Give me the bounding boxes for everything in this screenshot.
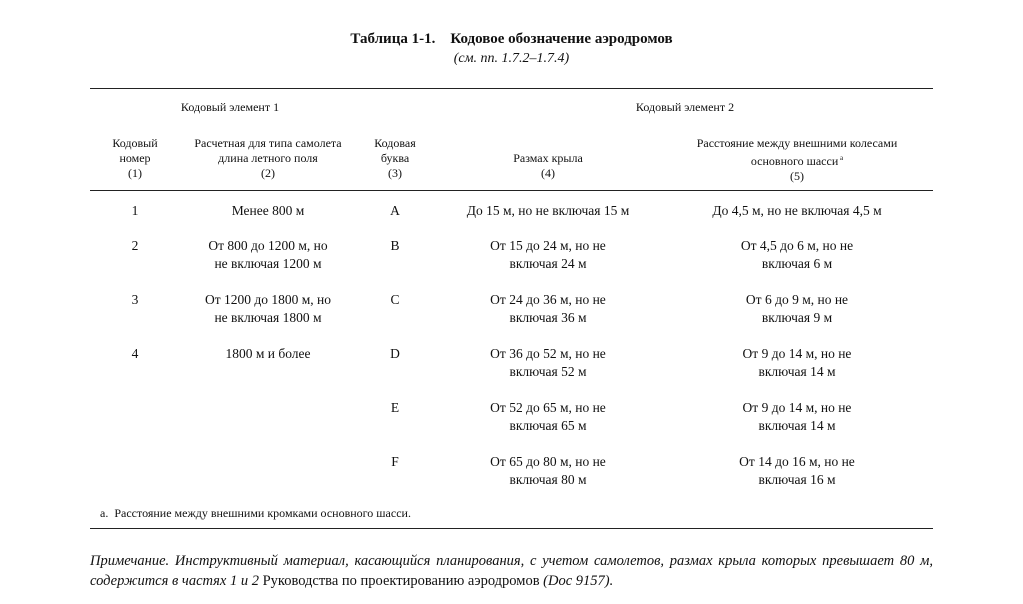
bottom-rule <box>90 528 933 529</box>
column-header-line: Кодовый <box>112 136 158 150</box>
table-cell: От 9 до 14 м, но не включая 14 м <box>742 400 852 433</box>
top-rule <box>90 88 933 89</box>
table-cell: От 4,5 до 6 м, но не включая 6 м <box>740 238 854 271</box>
table-cell: 4 <box>131 346 139 361</box>
column-header-line: (2) <box>261 166 275 180</box>
group-header-element-1: Кодовый элемент 1 <box>180 100 280 114</box>
table-cell: От 800 до 1200 м, но не включая 1200 м <box>208 238 328 271</box>
table-title: Таблица 1-1. Кодовое обозначение аэродромов <box>350 31 673 47</box>
table-cell: До 15 м, но не включая 15 м <box>466 203 630 218</box>
column-header-line: (3) <box>388 166 402 180</box>
table-cell: 3 <box>131 292 139 307</box>
table-cell: 1 <box>131 203 139 218</box>
column-header <box>90 136 180 181</box>
column-header-line: (5) <box>790 169 804 183</box>
note-paragraph <box>90 551 933 591</box>
column-header-line: основного шасси $^a$ <box>750 154 844 168</box>
table-cell: От 65 до 80 м, но не включая 80 м <box>490 454 606 487</box>
column-header-line: номер <box>119 151 151 165</box>
group-header-element-2: Кодовый элемент 2 <box>635 100 735 114</box>
table-cell: 2 <box>131 238 139 253</box>
table-cell: E <box>390 400 400 415</box>
table-cell: 1800 м и более <box>225 346 311 361</box>
note-text-italic: Примечание. Инструктивный материал, касающийся планирования, с учетом самолетов, размах крыла которых превышает 80 м, содержится в частях 1 и 2 <box>90 553 933 589</box>
table-cell: До 4,5 м, но не включая 4,5 м <box>712 203 882 218</box>
column-header-line: длина летного поля <box>218 151 318 165</box>
column-header <box>355 136 435 181</box>
table-cell: A <box>390 203 400 218</box>
column-header-line: Кодовая <box>374 136 416 150</box>
column-header <box>667 136 927 184</box>
table-footnote: a. Расстояние между внешними кромками основного шасси. <box>100 506 411 520</box>
column-header-line: буква <box>380 151 410 165</box>
table-cell: От 52 до 65 м, но не включая 65 м <box>490 400 606 433</box>
table-cell: D <box>390 346 400 361</box>
column-header-line: Расстояние между внешними колесами <box>696 136 898 150</box>
table-cell: От 24 до 36 м, но не включая 36 м <box>490 292 606 325</box>
column-header-line: (4) <box>541 166 555 180</box>
column-header <box>168 136 368 181</box>
table-subtitle: (см. пп. 1.7.2–1.7.4) <box>453 51 570 66</box>
header-rule <box>90 190 933 191</box>
table-cell: От 6 до 9 м, но не включая 9 м <box>745 292 849 325</box>
column-header <box>433 151 663 181</box>
column-header-line: Расчетная для типа самолета <box>194 136 342 150</box>
table-cell: От 9 до 14 м, но не включая 14 м <box>742 346 852 379</box>
table-cell: C <box>390 292 400 307</box>
table-cell: B <box>390 238 400 253</box>
table-cell: От 36 до 52 м, но не включая 52 м <box>490 346 606 379</box>
note-manual-title: Руководства по проектированию аэродромов <box>262 573 540 589</box>
table-cell: От 14 до 16 м, но не включая 16 м <box>739 454 855 487</box>
footnote-marker: a <box>838 154 844 162</box>
table-cell: Менее 800 м <box>231 203 305 218</box>
note-doc-ref: (Doc 9157). <box>539 573 614 589</box>
column-header-line: Размах крыла <box>513 151 583 165</box>
table-cell: F <box>391 454 399 469</box>
table-cell: От 1200 до 1800 м, но не включая 1800 м <box>204 292 332 325</box>
column-header-line: (1) <box>128 166 142 180</box>
table-cell: От 15 до 24 м, но не включая 24 м <box>490 238 606 271</box>
